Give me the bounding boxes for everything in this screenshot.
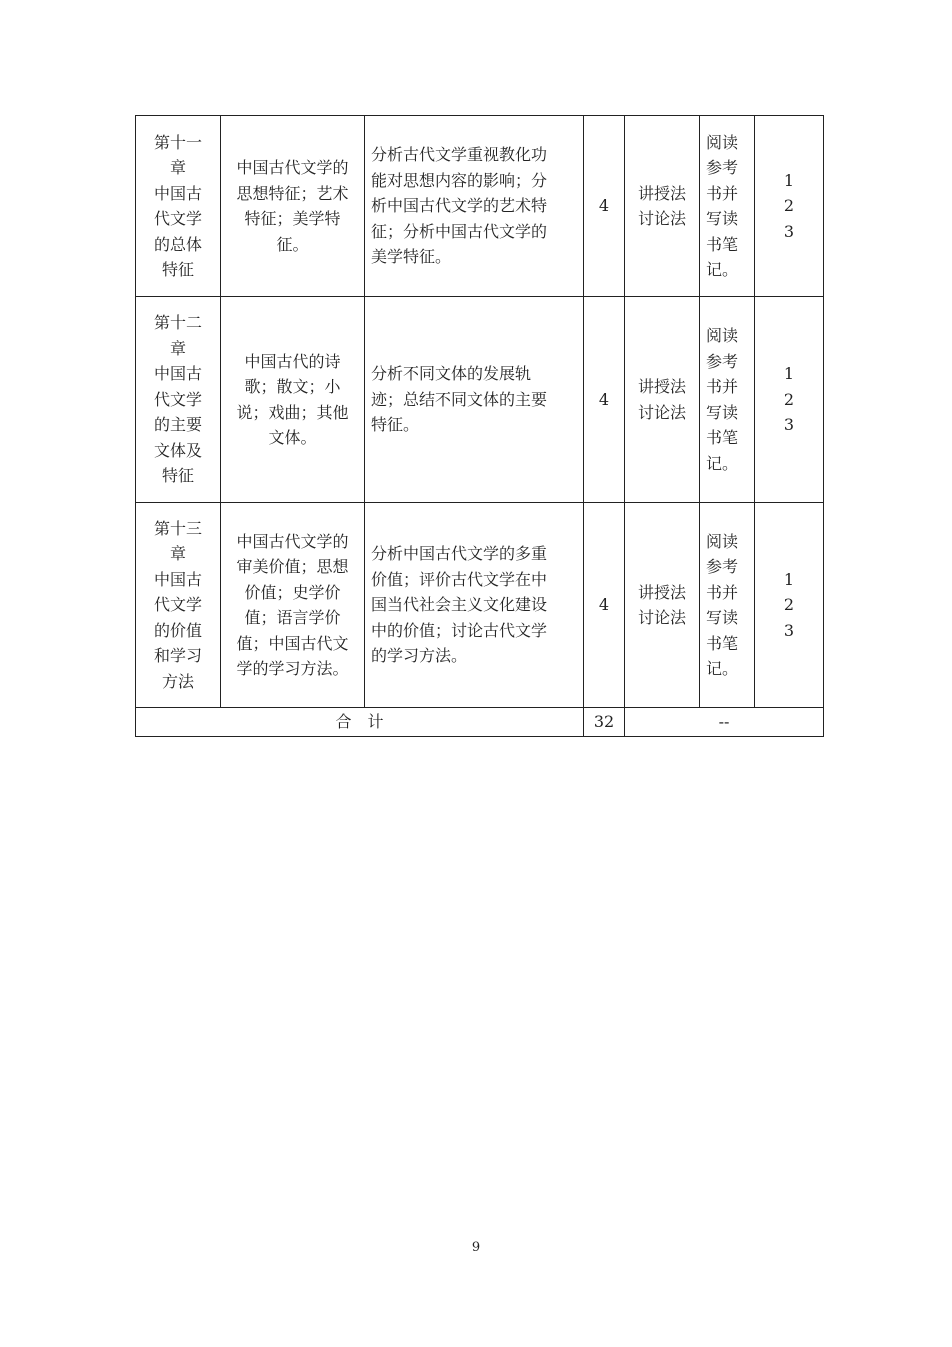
objectives-cell: 1 2 3	[755, 297, 824, 503]
assignment-cell: 阅读 参考 书并 写读 书笔 记。	[700, 297, 755, 503]
total-hours: 32	[584, 708, 625, 737]
requirements-cell: 分析古代文学重视教化功 能对思想内容的影响；分 析中国古代文学的艺术特 征；分析中国古代文学的 美学特征。	[365, 116, 584, 297]
content-cell: 中国古代文学的 审美价值；思想 价值；史学价 值；语言学价 值；中国古代文 学的学习方法。	[221, 503, 365, 708]
method-cell: 讲授法 讨论法	[625, 116, 700, 297]
course-schedule-table	[135, 115, 824, 737]
hours-cell: 4	[584, 297, 625, 503]
total-row	[136, 708, 824, 737]
content-cell: 中国古代文学的 思想特征；艺术 特征；美学特 征。	[221, 116, 365, 297]
requirements-cell: 分析不同文体的发展轨 迹；总结不同文体的主要 特征。	[365, 297, 584, 503]
table-row	[136, 503, 824, 708]
table-row	[136, 297, 824, 503]
assignment-cell: 阅读 参考 书并 写读 书笔 记。	[700, 503, 755, 708]
objectives-cell: 1 2 3	[755, 503, 824, 708]
method-cell: 讲授法 讨论法	[625, 297, 700, 503]
chapter-cell: 第十一 章 中国古 代文学 的总体 特征	[136, 116, 221, 297]
assignment-cell: 阅读 参考 书并 写读 书笔 记。	[700, 116, 755, 297]
chapter-cell: 第十二 章 中国古 代文学 的主要 文体及 特征	[136, 297, 221, 503]
hours-cell: 4	[584, 503, 625, 708]
chapter-cell: 第十三 章 中国古 代文学 的价值 和学习 方法	[136, 503, 221, 708]
page-number: 9	[471, 1240, 481, 1255]
objectives-cell: 1 2 3	[755, 116, 824, 297]
total-rest: --	[625, 708, 824, 737]
total-label: 合 计	[136, 708, 584, 737]
table-row	[136, 116, 824, 297]
content-cell: 中国古代的诗 歌；散文；小 说；戏曲；其他 文体。	[221, 297, 365, 503]
requirements-cell: 分析中国古代文学的多重 价值；评价古代文学在中 国当代社会主义文化建设 中的价值；讨论古代文学 的学习方法。	[365, 503, 584, 708]
method-cell: 讲授法 讨论法	[625, 503, 700, 708]
hours-cell: 4	[584, 116, 625, 297]
